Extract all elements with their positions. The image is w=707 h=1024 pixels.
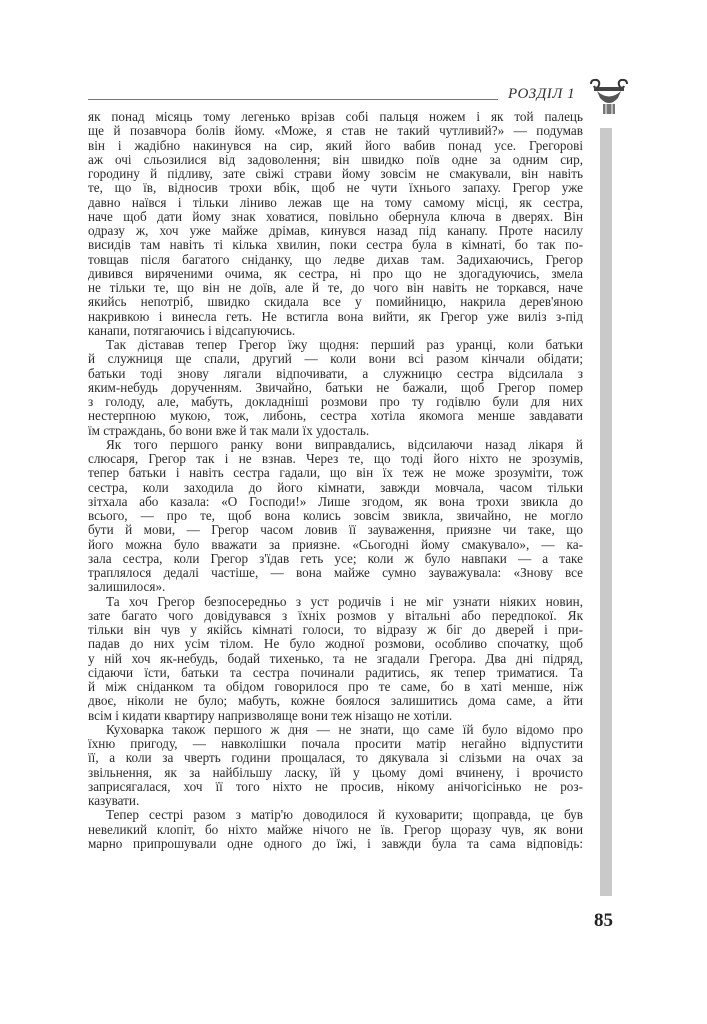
text-line: тепер батьки і навіть сестра гадали, що він їх теж не може зрозуміти, тож (88, 466, 583, 481)
text-line: звільнення, як за найбільшу ласку, їй у цьому домі вчинену, і врочисто (88, 765, 583, 780)
paragraph (88, 438, 583, 595)
text-line: товщав після багатого сніданку, що ледве дихав там. Задихаючись, Грегор (88, 252, 583, 267)
text-line: Куховарка також першого ж дня — не знати, що саме їй було відомо про (106, 722, 583, 737)
text-line: Тепер сестрі разом з матір'ю доводилося й куховарити; щоправда, це був (106, 808, 583, 823)
text-line: давно наївся і тільки ліниво лежав ще на тому самому місці, як сестра, (88, 195, 583, 210)
page-edge-bar (600, 128, 612, 896)
text-line: ще й позавчора болів йому. «Може, я став не такий чутливий?» — подумав (88, 124, 583, 139)
text-line: у ній хоч як-небудь, бодай тихенько, та не згадали Грегора. Два дні підряд, (88, 651, 583, 666)
text-line: сідаючи їсти, батьки та сестра починали радитись, як тепер триматися. Та (88, 665, 583, 680)
text-line: дивився виряченими очима, як сестра, ні про що не здогадуючись, змела (88, 266, 583, 281)
chapter-title: РОЗДІЛ 1 (508, 86, 576, 102)
text-line: як понад місяць тому легенько врізав собі пальця ножем і як той палець (88, 110, 583, 124)
text-line: сестра, коли заходила до його кімнати, завжди мовчала, часом тільки (88, 480, 583, 495)
text-line: не тільки те, що він не доїв, але й те, до чого він навіть не торкався, наче (88, 281, 583, 295)
text-line: його можна було вважати за приязне. «Сьогодні йому смакувало», — ка- (88, 537, 583, 552)
paragraph (88, 808, 583, 851)
text-line: й між сніданком та обідом говорилося про те саме, бо в хаті менше, ніж (88, 680, 583, 694)
column-capital-ornament-icon (588, 78, 630, 118)
body-text (88, 110, 583, 851)
text-line: зала сестра, коли Грегор з'їдав геть усе; коли ж було навпаки — а таке (88, 551, 583, 566)
text-line: він і жадібно накинувся на сир, який його вабив понад усе. Грегорові (88, 138, 583, 153)
header-rule (88, 99, 498, 100)
text-line: слюсаря, Грегор так і не взнав. Через те, що тоді його ніхто не зрозумів, (88, 452, 583, 466)
text-line: одразу ж, хоч уже майже дрімав, кинувся назад під канапу. Проте насилу (88, 224, 583, 238)
paragraph (88, 595, 583, 723)
text-line: наче щоб дати йому знак ховатися, повільно обернула ключа в дверях. Він (88, 209, 583, 224)
text-line: марно припрошували одне одного до їжі, і завжди була та сама відповідь: (88, 836, 583, 851)
text-line: падав до них усім тілом. Не було жодної розмови, особливо спочатку, щоб (88, 637, 583, 652)
text-line: Та хоч Грегор безпосередньо з уст родичів і не міг узнати ніяких новин, (106, 594, 583, 609)
page-number: 85 (594, 910, 613, 931)
text-line: те, що їв, відносив трохи вбік, щоб не чути їхнього запаху. Грегор уже (88, 181, 583, 196)
text-line: накривкою і винесла геть. Не встигла вона вийти, як Грегор уже виліз з-під (88, 309, 583, 324)
paragraph (88, 338, 583, 438)
text-line: їхню пригоду, — навколішки почала просити матір негайно відпустити (88, 737, 583, 751)
text-line: траплялося дедалі частіше, — вона майже сумно зауважувала: «Знову все (88, 566, 583, 580)
text-line: її, а коли за чверть години прощалася, то дякувала зі слізьми на очах за (88, 751, 583, 766)
text-line: всього, — про те, щоб вона колись зовсім звикла, звичайно, не могло (88, 509, 583, 523)
text-line: яким-небудь дорученням. Звичайно, батьки не бажали, щоб Грегор помер (88, 380, 583, 395)
text-line: нестерпною мукою, тож, либонь, сестра хотіла якомога менше завдавати (88, 409, 583, 424)
paragraph (88, 110, 583, 338)
text-line: заприсягалася, хоч її того ніхто не просив, нікому анічогісінько не роз- (88, 779, 583, 794)
text-line: тільки він чув у якійсь кімнаті голоси, то відразу ж біг до дверей і при- (88, 623, 583, 637)
text-line: городину й підливу, зате свіжі страви йому зовсім не смакували, він навіть (88, 167, 583, 181)
text-line: батьки тоді знову лягали відпочивати, а служницю сестра відсилала з (88, 366, 583, 381)
text-line: зате багато чого довідувався з їхніх розмов у вітальні або передпокої. Як (88, 608, 583, 623)
text-line: невеликий клопіт, бо ніхто майже нічого не їв. Грегор щоразу чув, як вони (88, 822, 583, 837)
text-line: зітхала або казала: «О Господи!» Лише згодом, як вона трохи звикла до (88, 494, 583, 509)
paragraph (88, 723, 583, 809)
text-line: аж очі сльозилися від задоволення; він швидко поїв одне за одним сир, (88, 152, 583, 167)
text-line: їм страждань, бо вони вже й так мали їх удосталь. (88, 423, 370, 438)
text-line: й служниця ще спали, другий — коли вони всі разом кінчали обідати; (88, 352, 583, 367)
text-line: якийсь непотріб, швидко скидала все у помийницю, накрила дерев'яною (88, 295, 583, 310)
text-line: Так діставав тепер Грегор їжу щодня: перший раз уранці, коли батьки (106, 338, 583, 352)
text-line: казувати. (88, 794, 140, 808)
text-line: з голоду, але, мабуть, докладніші розмови про ту годівлю були для них (88, 395, 583, 409)
text-line: всім і кидати квартиру напризволяще вони теж нізащо не хотіли. (88, 708, 453, 723)
text-line: двоє, ніколи не було; мабуть, кожне боялося залишитись дома саме, а йти (88, 694, 583, 709)
text-line: канапи, потягаючись і відсапуючись. (88, 323, 296, 338)
text-line: Як того першого ранку вони виправдались, відсилаючи назад лікаря й (106, 437, 583, 452)
text-line: висидів там навіть ті кілька хвилин, поки сестра була в кімнаті, бо так по- (88, 238, 583, 253)
text-line: бути й мови, — Грегор часом ловив її зауваження, приязне чи таке, що (88, 523, 583, 538)
text-line: залишилося». (88, 580, 166, 595)
